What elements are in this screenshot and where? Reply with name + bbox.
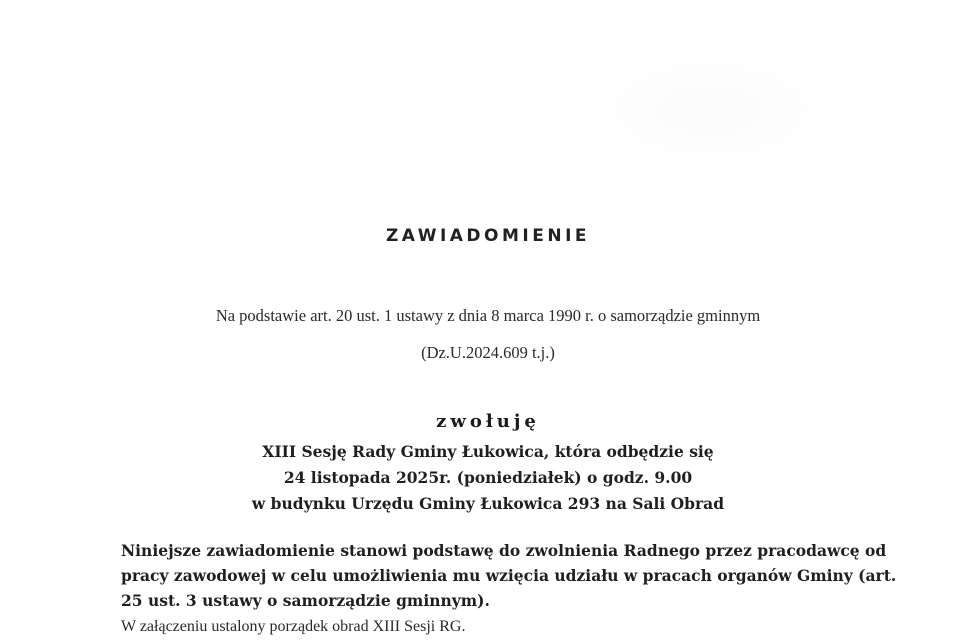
notice-paragraph	[121, 538, 897, 613]
session-line-1: XIII Sesję Rady Gminy Łukowica, która odbędzie się	[262, 442, 714, 461]
notice-line-3: 25 ust. 3 ustawy o samorządzie gminnym).	[121, 591, 490, 610]
document-title: ZAWIADOMIENIE	[385, 226, 591, 246]
scan-shading	[560, 40, 860, 180]
attachment-note: W załączeniu ustalony porządek obrad XIII Sesji RG.	[121, 618, 466, 635]
notice-line-1: Niniejsze zawiadomienie stanowi podstawę do zwolnienia Radnego przez pracodawcę od	[121, 541, 887, 560]
session-line-3: w budynku Urzędu Gminy Łukowica 293 na Sali Obrad	[251, 494, 725, 513]
session-line-2: 24 listopada 2025r. (poniedziałek) o godz. 9.00	[283, 468, 693, 487]
convene-heading: zwołuję	[436, 411, 540, 432]
journal-reference: (Dz.U.2024.609 t.j.)	[421, 343, 555, 362]
legal-basis: Na podstawie art. 20 ust. 1 ustawy z dnia 8 marca 1990 r. o samorządzie gminnym	[215, 306, 761, 325]
notice-line-2: pracy zawodowej w celu umożliwienia mu wzięcia udziału w pracach organów Gminy (art.	[121, 566, 897, 585]
